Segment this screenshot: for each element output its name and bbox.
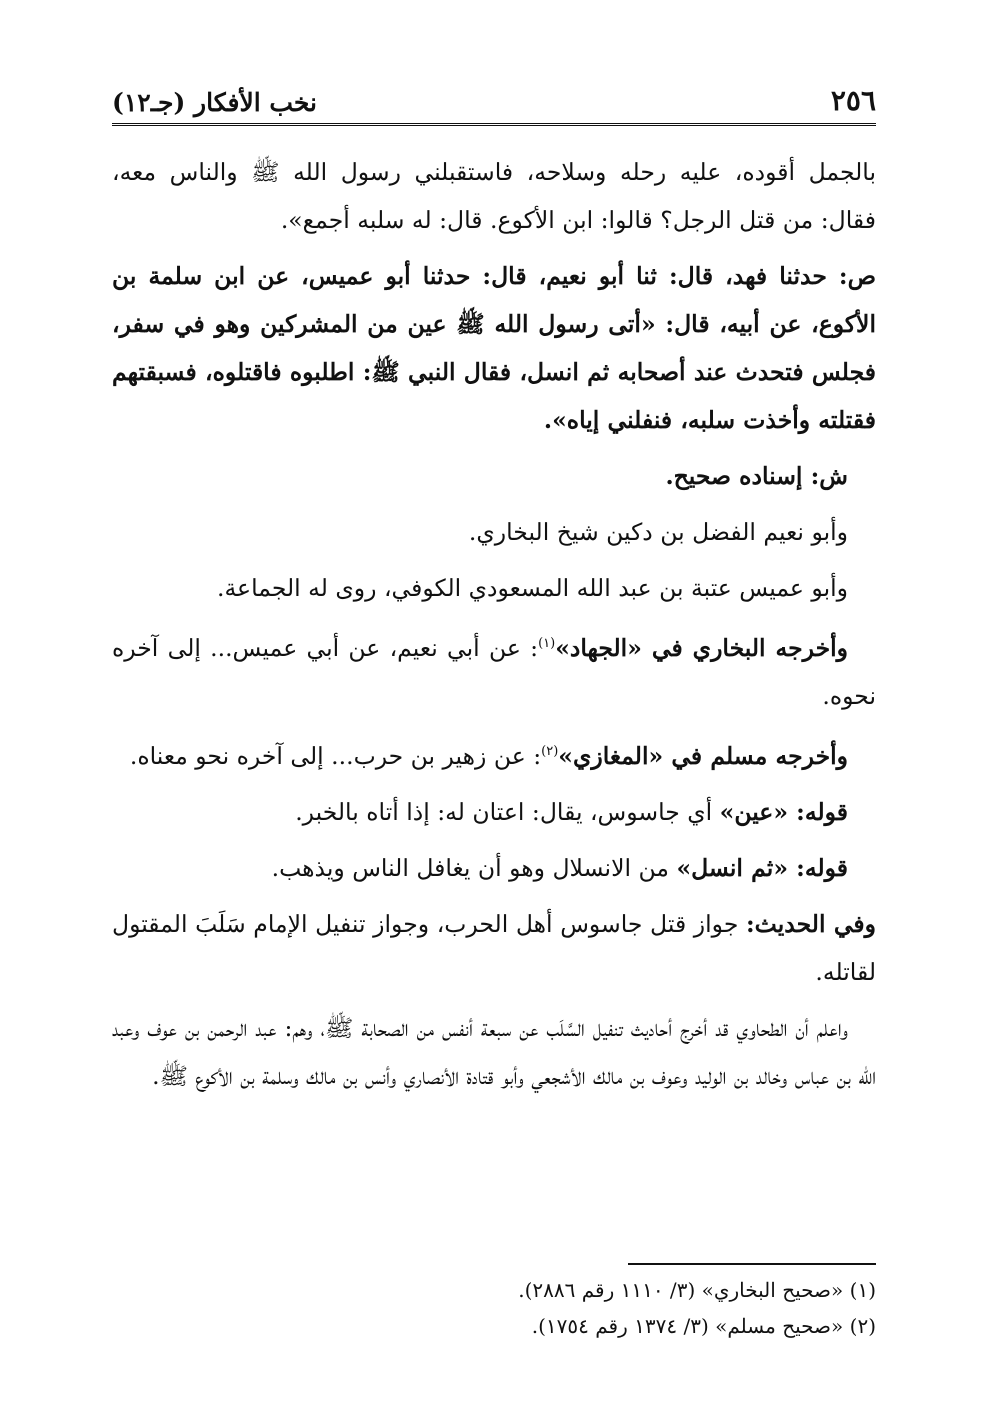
- paragraph-lead: قوله: «ثم انسل»: [676, 853, 848, 882]
- paragraph: [112, 900, 876, 996]
- paragraph: [112, 1004, 876, 1100]
- paragraph: [112, 844, 876, 892]
- paragraph-text: وأبو نعيم الفضل بن دكين شيخ البخاري.: [468, 518, 848, 546]
- paragraph-text: إسناده صحيح.: [665, 462, 811, 490]
- paragraph-text: : عن أبي نعيم، عن أبي عميس... إلى آخره نحوه.: [112, 633, 876, 710]
- paragraph-text: بالجمل أقوده، عليه رحله وسلاحه، فاستقبلني رسول الله ﷺ والناس معه، فقال: من قتل الرجل؟ قالوا: ابن الأكوع. قال: له سلبه أجمع».: [112, 158, 876, 234]
- paragraph-text: : عن زهير بن حرب... إلى آخره نحو معناه.: [129, 741, 542, 770]
- paragraph-lead: ص:: [838, 262, 876, 290]
- paragraph: [112, 620, 876, 720]
- paragraph-text: من الانسلال وهو أن يغافل الناس ويذهب.: [271, 853, 677, 882]
- paragraph-hadith: [112, 252, 876, 444]
- book-title: نخب الأفكار (جـ١٢): [112, 88, 318, 117]
- footnote-ref: (١): [538, 636, 556, 651]
- paragraph: [112, 728, 876, 780]
- page-number: ٢٥٦: [830, 84, 876, 117]
- paragraph: [112, 564, 876, 612]
- paragraph-lead: ش:: [810, 462, 848, 490]
- page-header: [112, 86, 876, 126]
- paragraph: [112, 148, 876, 244]
- paragraph-text: حدثنا فهد، قال: ثنا أبو نعيم، قال: حدثنا أبو عميس، عن ابن سلمة بن الأكوع، عن أبيه، قال: «أتى رسول الله ﷺ عين من المشركين وهو في سفر، فجلس فتحدث عند أصحابه ثم انسل، فقال النبي ﷺ: اطلبوه فاقتلوه، فسبقتهم فقتلته وأخذت سلبه، فنفلني إياه».: [112, 262, 876, 434]
- footnote: (٢) «صحيح مسلم» (٣/ ١٣٧٤ رقم ١٧٥٤).: [531, 1314, 876, 1338]
- paragraph-lead: وأخرجه مسلم في «المغازي»: [558, 741, 848, 770]
- footnotes: [112, 1272, 876, 1344]
- paragraph-lead: قوله: «عين»: [719, 797, 848, 826]
- paragraph: [112, 452, 876, 500]
- paragraph-text: وأبو عميس عتبة بن عبد الله المسعودي الكوفي، روى له الجماعة.: [216, 574, 848, 602]
- paragraph: [112, 508, 876, 556]
- paragraph-lead: وأخرجه البخاري في «الجهاد»: [555, 633, 848, 662]
- footnote-ref: (٢): [541, 743, 559, 759]
- main-text: [112, 148, 876, 1108]
- footnote: (١) «صحيح البخاري» (٣/ ١١١٠ رقم ٢٨٨٦).: [518, 1278, 876, 1302]
- paragraph-text: جواز قتل جاسوس أهل الحرب، وجواز تنفيل الإمام سَلَبَ المقتول لقاتله.: [112, 909, 876, 986]
- footnote-divider: [628, 1263, 876, 1265]
- paragraph-text: أي جاسوس، يقال: اعتان له: إذا أتاه بالخبر.: [295, 797, 720, 826]
- paragraph-lead: وفي الحديث:: [746, 909, 876, 938]
- paragraph: [112, 788, 876, 836]
- paragraph-text: واعلم أن الطحاوي قد أخرج أحاديث تنفيل السَّلَب عن سبعة أنفس من الصحابة ﷺ، وهم: عبد الرحمن بن عوف وعبد الله بن عباس وخالد بن الوليد وعوف بن مالك الأشجعي وأبو قتادة الأنصاري وأنس بن مالك وسلمة بن الأكوع ﷺ.: [112, 1013, 876, 1090]
